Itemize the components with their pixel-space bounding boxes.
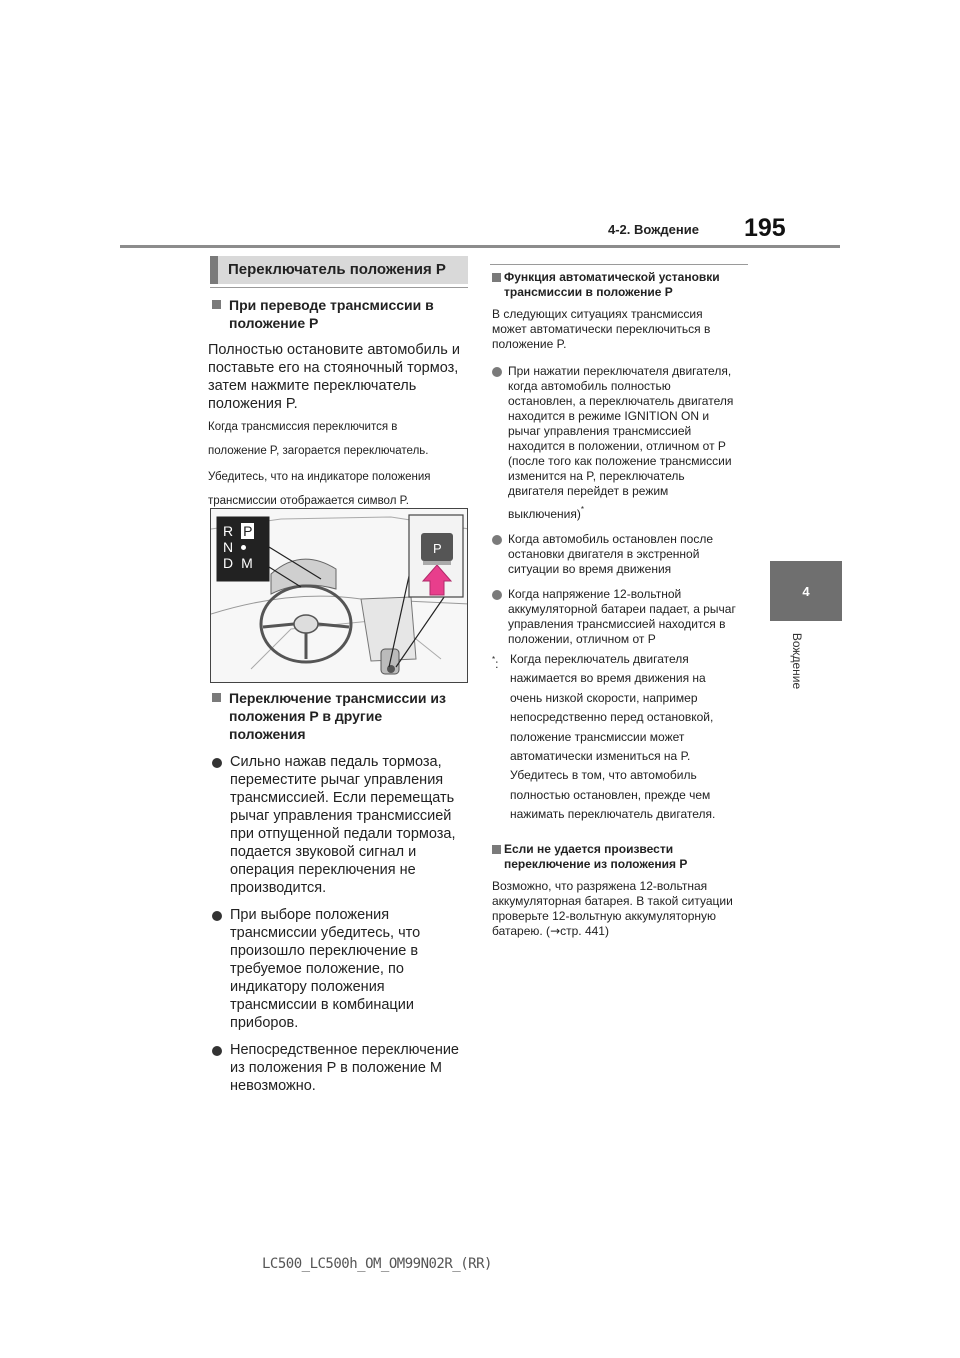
left-sec1-note2 [208, 465, 472, 513]
bullet-line: переместите рычаг управления [230, 772, 444, 788]
right-sec2-body [492, 879, 754, 939]
topic-title: Переключатель положения P [210, 256, 468, 284]
body-line: проверьте 12-вольтную аккумуляторную [492, 909, 717, 923]
left-bullet [212, 1041, 472, 1095]
body-line: В следующих ситуациях трансмиссия [492, 307, 703, 321]
p-switch-label: P [433, 541, 442, 556]
bullet-line: из положения P в положение M [230, 1060, 442, 1076]
bullet-line: трансмиссии в комбинации [230, 997, 414, 1013]
page-number: 195 [744, 214, 786, 242]
dashboard-illustration [210, 508, 468, 683]
gear-m: M [241, 555, 253, 571]
chapter-tab [770, 561, 842, 621]
bullet-line: изменится на P, переключатель [508, 469, 685, 483]
note-line: трансмиссии отображается символ P. [208, 495, 409, 507]
right-sec2-heading [492, 842, 754, 872]
bullet-line: остановлен, а переключатель двигателя [508, 394, 734, 408]
bullet-line: находится в положении, отличном от P [508, 439, 726, 453]
topic-divider [210, 287, 468, 288]
bullet-line: Непосредственное переключение [230, 1042, 459, 1058]
left-sec1-note1 [208, 415, 472, 463]
right-sec1-heading [492, 270, 754, 300]
left-section-1 [208, 296, 472, 513]
bullet-dot-icon [492, 367, 502, 377]
bullet-line: Когда автомобиль остановлен после [508, 532, 714, 546]
heading-line: Если не удается произвести [504, 842, 674, 856]
document-code: LC500_LC500h_OM_OM99N02R_(RR) [262, 1256, 492, 1272]
body-line: Возможно, что разряжена 12-вольтная [492, 879, 708, 893]
chapter-label: Вождение [790, 632, 804, 690]
body-line: поставьте его на стояночный тормоз, [208, 360, 459, 376]
body-line: положение P. [492, 337, 567, 351]
bullet-dot-icon [212, 911, 222, 921]
note-line: положение P, загорается переключатель. [208, 445, 429, 457]
page-reference-link[interactable]: стр. 441) [560, 924, 609, 938]
bullet-line: управления трансмиссией находится в [508, 617, 726, 631]
left-sec2-heading [212, 689, 472, 743]
right-bullet [492, 364, 754, 522]
heading-line: При переводе трансмиссии в [229, 297, 434, 313]
right-section-2 [492, 842, 754, 939]
bullet-line: (после того как положение трансмиссии [508, 454, 732, 468]
bullet-line: когда автомобиль полностью [508, 379, 671, 393]
square-bullet-icon [212, 693, 221, 702]
heading-line: Переключение трансмиссии из [229, 690, 446, 706]
left-section-2 [212, 689, 472, 1095]
left-bullet [212, 906, 472, 1032]
right-bullet [492, 532, 754, 577]
bullet-line: приборов. [230, 1015, 299, 1031]
right-bullet [492, 587, 754, 647]
body-line: может автоматически переключиться в [492, 322, 711, 336]
body-line: положения P. [208, 396, 298, 412]
gear-d: D [223, 555, 234, 571]
bullet-dot-icon [212, 1046, 222, 1056]
bullet-line: Когда напряжение 12-вольтной [508, 587, 682, 601]
header-divider [120, 245, 840, 248]
bullet-line: При выборе положения [230, 907, 390, 923]
heading-line: переключение из положения P [504, 857, 688, 871]
chapter-number: 4 [802, 583, 810, 599]
footnote-line: непосредственно перед остановкой, [510, 710, 714, 725]
gear-indicator [223, 523, 254, 571]
heading-line: положение P [229, 315, 319, 331]
left-sec1-heading [212, 296, 472, 332]
bullet-line: подается звуковой сигнал и [230, 844, 417, 860]
bullet-dot-icon [492, 590, 502, 600]
square-bullet-icon [492, 845, 501, 854]
body-line: Полностью остановите автомобиль и [208, 342, 460, 358]
heading-line: положения [229, 726, 306, 742]
gear-r: R [223, 523, 234, 539]
right-divider [490, 264, 748, 265]
body-line: аккумуляторная батарея. В такой ситуации [492, 894, 733, 908]
bullet-line: операция переключения не [230, 862, 416, 878]
bullet-line: трансмиссии убедитесь, что [230, 925, 421, 941]
gear-dot-icon [241, 545, 246, 550]
bullet-line: При нажатии переключателя двигателя, [508, 364, 732, 378]
bullet-line: ситуации во время движения [508, 562, 672, 576]
bullet-line: при отпущенной педали тормоза, [230, 826, 456, 842]
left-sec1-body [208, 341, 472, 413]
footnote: *: Когда переключатель двигателя нажимается во время движения на очень низкой скорости, например непосредственно перед остановкой, положение трансмиссии может автоматически измениться на P. Убедитесь в том, что автомобиль полностью остановлен, прежде чем нажимать переключатель двигателя. [492, 650, 754, 825]
bullet-line: индикатору положения [230, 979, 385, 995]
footnote-line: Когда переключатель двигателя [510, 652, 689, 666]
right-section-1 [492, 270, 754, 825]
body-line: затем нажмите переключатель [208, 378, 417, 394]
right-sec1-intro [492, 307, 754, 352]
bullet-line: двигателя перейдет в режим [508, 484, 669, 498]
footnote-line: нажимать переключатель двигателя. [510, 807, 716, 822]
square-bullet-icon [492, 273, 501, 282]
footnote-line: положение трансмиссии может [510, 729, 685, 744]
bullet-line: требуемое положение, по [230, 961, 404, 977]
heading-line: трансмиссии в положение P [504, 285, 673, 299]
bullet-dot-icon [492, 535, 502, 545]
heading-line: положения P в другие [229, 708, 383, 724]
bullet-line: невозможно. [230, 1078, 316, 1094]
bullet-line: трансмиссией. Если перемещать [230, 790, 455, 806]
bullet-line: остановки двигателя в экстренной [508, 547, 700, 561]
note-line: Убедитесь, что на индикаторе положения [208, 471, 431, 483]
bullet-line: производится. [230, 880, 327, 896]
footnote-line: полностью остановлен, прежде чем [510, 787, 711, 802]
footnote-line: автоматически измениться на P. [510, 749, 691, 764]
footnote-line: очень низкой скорости, например [510, 690, 698, 705]
bullet-line: положении, отличном от P [508, 632, 656, 646]
gear-p: P [243, 523, 253, 539]
bullet-line: Сильно нажав педаль тормоза, [230, 754, 442, 770]
bullet-line: произошло переключение в [230, 943, 419, 959]
heading-line: Функция автоматической установки [504, 270, 720, 284]
bullet-line: аккумуляторной батареи падает, а рычаг [508, 602, 736, 616]
square-bullet-icon [212, 300, 221, 309]
body-line-part: батарею. ( [492, 924, 551, 938]
bullet-line: выключения) [508, 507, 581, 521]
footnote-asterisk: * [492, 655, 496, 664]
footnote-line: нажимается во время движения на [510, 671, 706, 686]
chapter-label-box [786, 630, 802, 696]
footnote-marker: * [580, 505, 584, 514]
left-bullet [212, 753, 472, 897]
section-title: 4-2. Вождение [608, 222, 699, 237]
bullet-line: находится в режиме IGNITION ON и [508, 409, 710, 423]
bullet-line: рычаг управления трансмиссией [508, 424, 692, 438]
footnote-line: Убедитесь в том, что автомобиль [510, 768, 697, 783]
gear-n: N [223, 539, 234, 555]
bullet-dot-icon [212, 758, 222, 768]
arrow-right-icon: → [550, 924, 561, 938]
bullet-line: рычаг управления трансмиссией [230, 808, 452, 824]
note-line: Когда трансмиссия переключится в [208, 421, 398, 433]
